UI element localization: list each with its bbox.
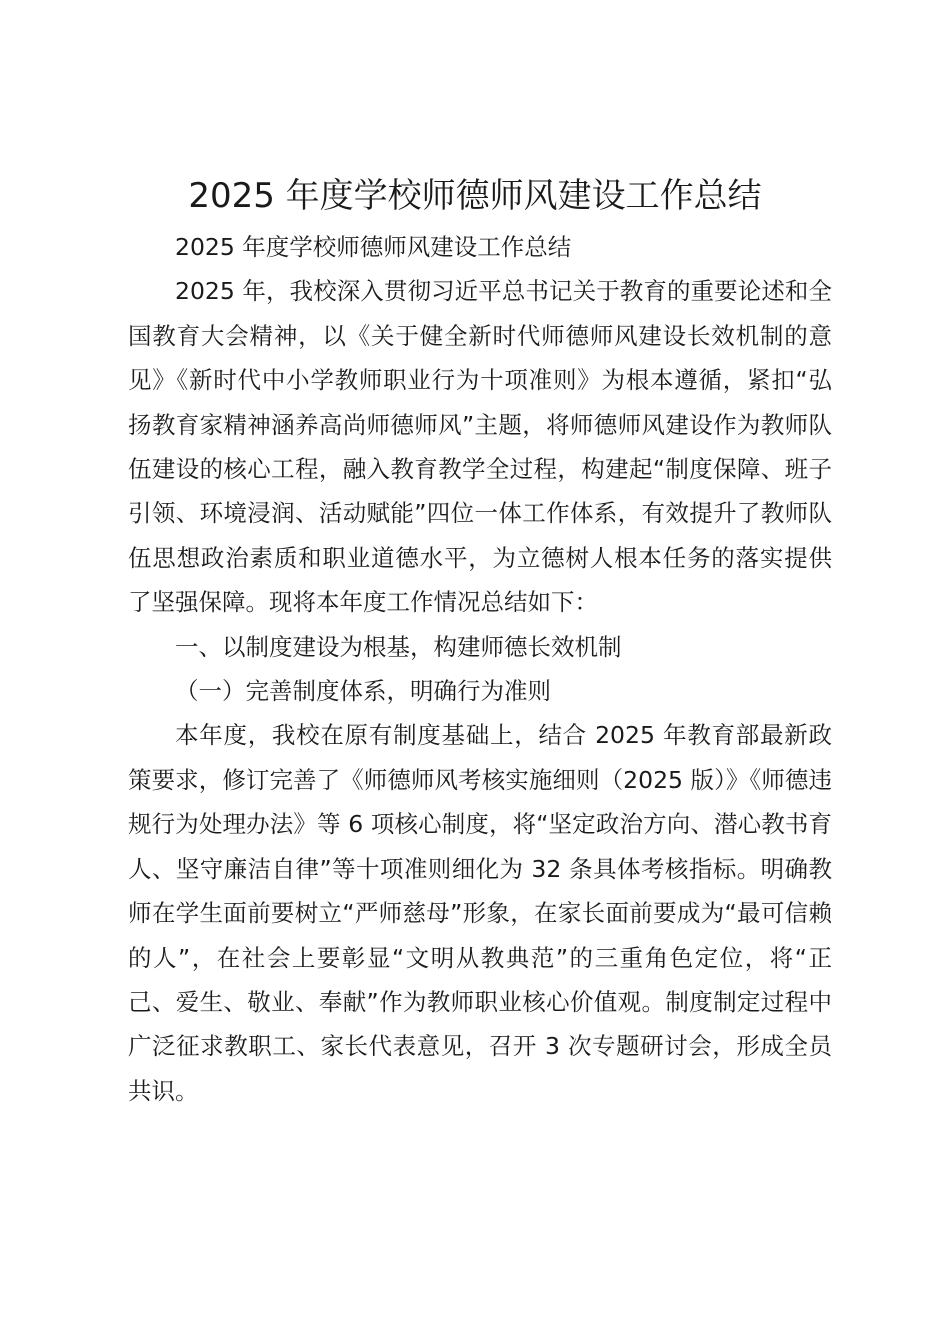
subsection-heading: （一）完善制度体系，明确行为准则 — [175, 677, 551, 706]
section-heading: 一、以制度建设为根基，构建师德长效机制 — [175, 632, 622, 661]
subtitle-paragraph: 2025 年度学校师德师风建设工作总结 — [175, 233, 572, 261]
document-body — [128, 225, 832, 1113]
intro-paragraph: 2025 年，我校深入贯彻习近平总书记关于教育的重要论述和全国教育大会精神，以《关于健全新时代师德师风建设长效机制的意见》《新时代中小学教师职业行为十项准则》为根本遵循，紧扣“弘扬教育家精神涵养高尚师德师风”主题，将师德师风建设作为教师队伍建设的核心工程，融入教育教学全过程，构建起“制度保障、班子引领、环境浸润、活动赋能”四位一体工作体系，有效提升了教师队伍思想政治素质和职业道德水平，为立德树人根本任务的落实提供了坚强保障。现将本年度工作情况总结如下： — [128, 277, 832, 617]
body-paragraph: 本年度，我校在原有制度基础上，结合 2025 年教育部最新政策要求，修订完善了《师德师风考核实施细则（2025 版）》《师德违规行为处理办法》等 6 项核心制度，将“坚定政治方向、潜心教书育人、坚守廉洁自律”等十项准则细化为 32 条具体考核指标。明确教师在学生面前要树立“严师慈母”形象，在家长面前要成为“最可信赖的人”，在社会上要彰显“文明从教典范”的三重角色定位，将“正己、爱生、敬业、奉献”作为教师职业核心价值观。制度制定过程中广泛征求教职工、家长代表意见，召开 3 次专题研讨会，形成全员共识。 — [128, 721, 832, 1105]
document-title: 2025 年度学校师德师风建设工作总结 — [188, 176, 762, 216]
